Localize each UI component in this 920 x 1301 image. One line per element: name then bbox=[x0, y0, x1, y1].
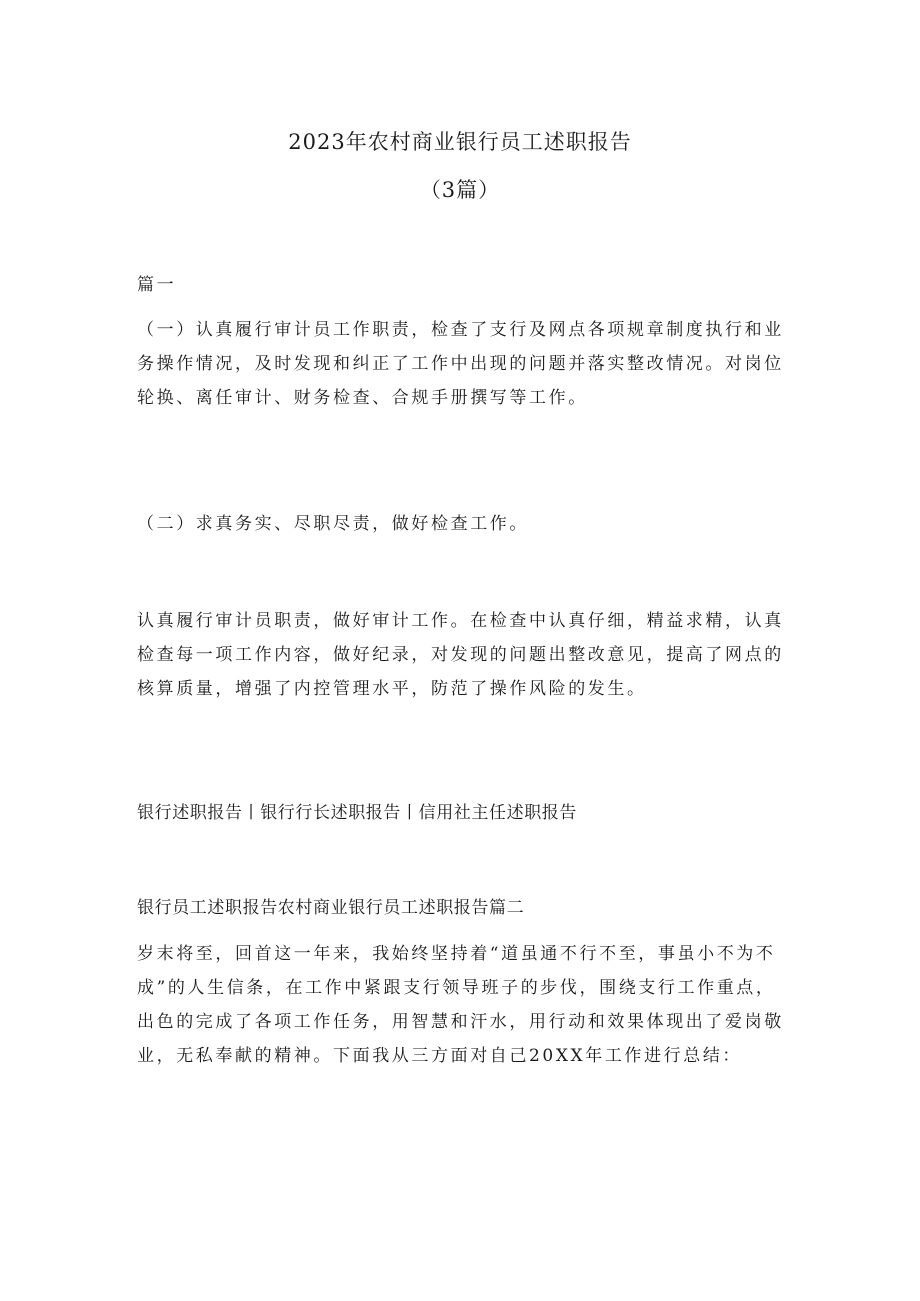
related-links-line: 银行述职报告丨银行行长述职报告丨信用社主任述职报告 bbox=[137, 803, 577, 823]
document-subtitle bbox=[0, 174, 920, 204]
document-subtitle-text: （3篇） bbox=[419, 178, 501, 202]
paragraph-audit-duties: （一）认真履行审计员工作职责，检查了支行及网点各项规章制度执行和业务操作情况，及时发现和纠正了工作中出现的问题并落实整改情况。对岗位轮换、离任审计、财务检查、合规手册撰写等工作。 bbox=[137, 320, 784, 408]
document-title bbox=[0, 126, 920, 156]
section-heading-pian2: 银行员工述职报告农村商业银行员工述职报告篇二 bbox=[137, 898, 525, 918]
paragraph-audit-work: 认真履行审计员职责，做好审计工作。在检查中认真仔细，精益求精，认真检查每一项工作内容，做好纪录，对发现的问题出整改意见，提高了网点的核算质量，增强了内控管理水平，防范了操作风险的发生。 bbox=[137, 611, 784, 699]
paragraph-year-review: 岁末将至，回首这一年来，我始终坚持着“道虽通不行不至，事虽小不为不成”的人生信条，在工作中紧跟支行领导班子的步伐，围绕支行工作重点，出色的完成了各项工作任务，用智慧和汗水，用行动和效果体现出了爱岗敬业，无私奉献的精神。下面我从三方面对自己20XX年工作进行总结： bbox=[137, 944, 784, 1066]
paragraph-inspection: （二）求真务实、尽职尽责，做好检查工作。 bbox=[137, 514, 529, 534]
section-heading-pian1: 篇一 bbox=[137, 275, 177, 295]
document-title-text: 2023年农村商业银行员工述职报告 bbox=[288, 130, 632, 154]
